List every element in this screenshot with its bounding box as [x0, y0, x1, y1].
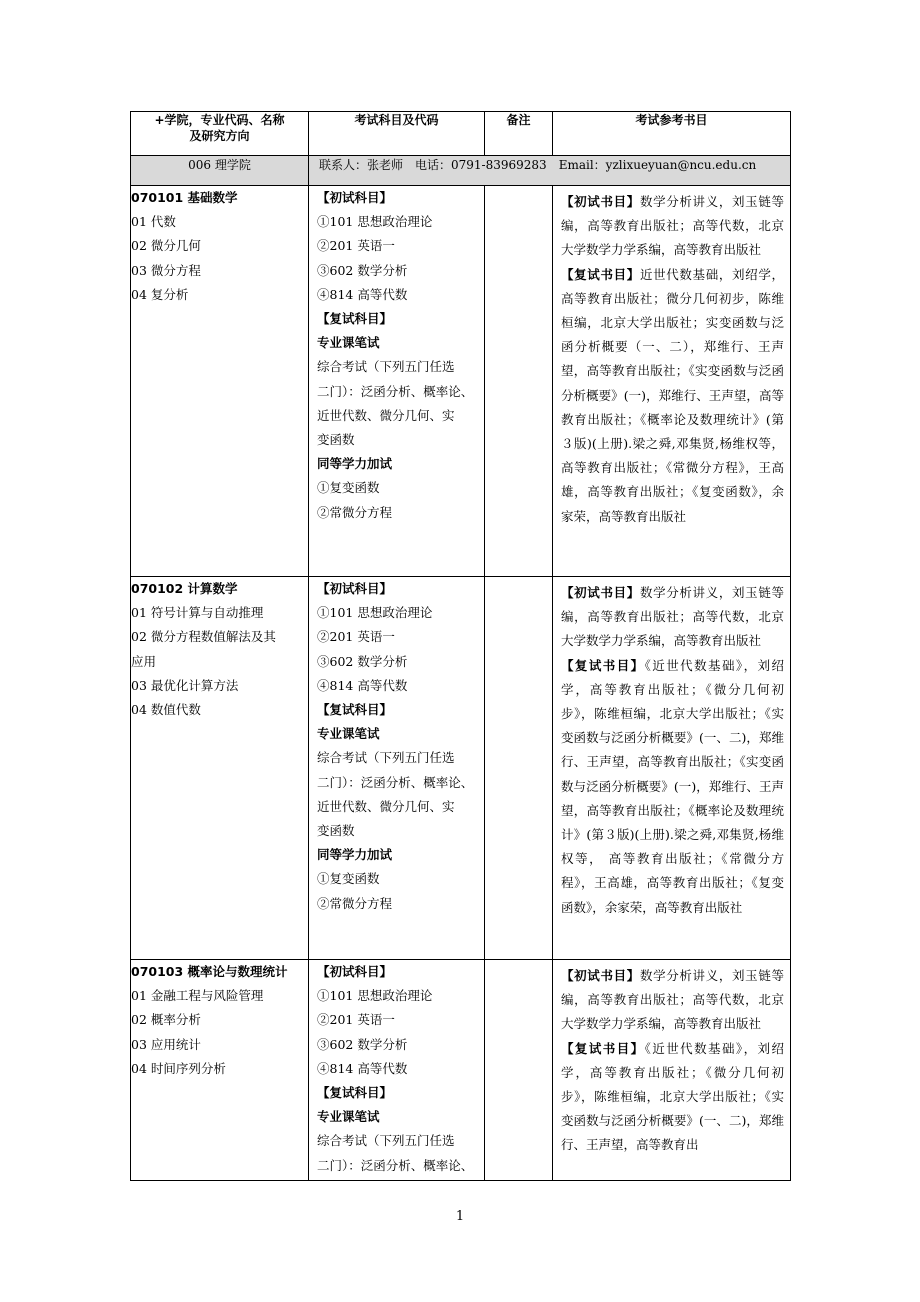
exam-section-heading: 【初试科目】 [317, 581, 393, 596]
exam-subject: 近世代数、微分几何、实 [317, 798, 455, 814]
research-direction: 04 复分析 [131, 286, 189, 302]
exam-section-heading: 【初试科目】 [317, 190, 393, 205]
header-college-major [131, 112, 309, 156]
book-list-text: 数学分析讲义，刘玉链等编，高等教育出版社；高等代数，北京大学数学力学系编，高等教育出版社 [561, 585, 784, 649]
books-cell [553, 960, 791, 1181]
college-contact-info [309, 156, 791, 186]
exam-subject: ②常微分方程 [317, 895, 393, 911]
table-row [131, 960, 791, 1181]
college-contact: 联系人：张老师 [319, 158, 404, 172]
major-title: 070101 基础数学 [131, 190, 238, 205]
book-section-label: 【复试书目】 [561, 1040, 645, 1056]
admissions-table [130, 111, 791, 1181]
header-col1-line2: 及研究方向 [189, 129, 250, 143]
exam-subject: ②201 英语一 [317, 629, 395, 645]
college-row [131, 156, 791, 186]
book-list-text: 《近世代数基础》，刘绍学，高等教育出版社；《微分几何初步》，陈维桓编，北京大学出版社；《实变函数与泛函分析概要》(一、二)，郑维行、王声望，高等教育出 [561, 1040, 784, 1153]
book-paragraph [561, 1037, 784, 1158]
research-direction: 01 代数 [131, 214, 176, 230]
book-section-label: 【初试书目】 [561, 585, 640, 600]
exam-section-heading: 【复试科目】 [317, 702, 393, 718]
research-direction: 04 数值代数 [131, 702, 201, 718]
exam-subject: ①101 思想政治理论 [317, 605, 433, 621]
books-cell [553, 186, 791, 577]
exam-subject: ③602 数学分析 [317, 262, 408, 278]
research-direction: 03 最优化计算方法 [131, 677, 239, 693]
exam-section-heading: 【复试科目】 [317, 311, 393, 327]
header-notes: 备注 [485, 112, 553, 156]
college-name: 006 理学院 [131, 156, 309, 186]
college-email: Email：yzlixueyuan@ncu.edu.cn [558, 158, 757, 172]
notes-cell [485, 577, 553, 960]
book-section-label: 【初试书目】 [561, 194, 640, 209]
book-section-label: 【复试书目】 [561, 266, 640, 282]
book-list-text: 近世代数基础，刘绍学，高等教育出版社；微分几何初步，陈维桓编，北京大学出版社；实变函数与泛函分析概要（一、二），郑维行、王声望，高等教育出版社；《实变函数与泛函分析概要》(一)，郑维行、王声望，高等教育出版社；《概率论及数理统计》(第３版)(上册).梁之舜,邓集贤,杨维权等，高等教育出版社；《常微分方程》，王高雄，高等教育出版社；《复变函数》，余家荣，高等教育出版社 [561, 266, 784, 524]
exam-section-heading: 同等学力加试 [317, 847, 393, 863]
book-list-text: 数学分析讲义，刘玉链等编，高等教育出版社；高等代数，北京大学数学力学系编，高等教育出版社 [561, 194, 784, 258]
book-list-text: 《近世代数基础》，刘绍学，高等教育出版社；《微分几何初步》，陈维桓编，北京大学出版社；《实变函数与泛函分析概要》(一、二)，郑维行、王声望，高等教育出版社；《实变函数与泛函分析概要》(一)，郑维行、王声望，高等教育出版社；《概率论及数理统计》(第３版)(上册).梁之舜,邓集贤,杨维权等， 高等教育出版社；《常微分方程》，王高雄，高等教育出版社；《复变函数》，余家荣，高等教育出版社 [561, 657, 784, 915]
table-row [131, 577, 791, 960]
page-number: 1 [455, 1209, 465, 1224]
major-cell [131, 186, 309, 577]
research-direction: 02 微分方程数值解法及其 [131, 629, 276, 645]
exam-cell [309, 186, 485, 577]
exam-section-heading: 专业课笔试 [317, 335, 380, 351]
exam-section-heading: 同等学力加试 [317, 456, 393, 472]
exam-subject: ②201 英语一 [317, 1012, 395, 1028]
research-direction: 02 微分几何 [131, 238, 201, 254]
exam-subject: 二门）：泛函分析、概率论、 [317, 383, 474, 399]
research-direction: 03 微分方程 [131, 262, 201, 278]
exam-subject: ①复变函数 [317, 480, 380, 496]
book-paragraph [561, 190, 784, 263]
book-paragraph [561, 581, 784, 654]
exam-subject: 综合考试（下列五门任选 [317, 750, 455, 766]
book-section-label: 【初试书目】 [561, 968, 640, 983]
exam-section-heading: 专业课笔试 [317, 726, 380, 742]
exam-subject: 变函数 [317, 823, 355, 839]
major-cell [131, 577, 309, 960]
exam-subject: 综合考试（下列五门任选 [317, 359, 455, 375]
table-row [131, 186, 791, 577]
research-direction: 02 概率分析 [131, 1012, 201, 1028]
major-title: 070102 计算数学 [131, 581, 238, 596]
major-cell [131, 960, 309, 1181]
exam-section-heading: 专业课笔试 [317, 1109, 380, 1125]
exam-subject: ②201 英语一 [317, 238, 395, 254]
book-paragraph [561, 964, 784, 1037]
exam-section-heading: 【初试科目】 [317, 964, 393, 979]
exam-section-heading: 【复试科目】 [317, 1085, 393, 1101]
exam-subject: ③602 数学分析 [317, 1036, 408, 1052]
exam-subject: 二门）：泛函分析、概率论、 [317, 1157, 474, 1173]
books-cell [553, 577, 791, 960]
exam-subject: ④814 高等代数 [317, 677, 408, 693]
notes-cell [485, 186, 553, 577]
research-direction: 01 金融工程与风险管理 [131, 988, 264, 1004]
book-section-label: 【复试书目】 [561, 657, 645, 673]
exam-subject: ③602 数学分析 [317, 653, 408, 669]
major-title: 070103 概率论与数理统计 [131, 964, 288, 979]
college-phone: 电话：0791-83969283 [415, 158, 547, 172]
notes-cell [485, 960, 553, 1181]
book-list-text: 数学分析讲义，刘玉链等编，高等教育出版社；高等代数，北京大学数学力学系编，高等教育出版社 [561, 968, 784, 1032]
research-direction: 应用 [131, 653, 157, 669]
exam-subject: ②常微分方程 [317, 504, 393, 520]
exam-subject: ①101 思想政治理论 [317, 988, 433, 1004]
header-exam-subjects: 考试科目及代码 [309, 112, 485, 156]
book-paragraph [561, 654, 784, 920]
exam-subject: ④814 高等代数 [317, 286, 408, 302]
exam-subject: 变函数 [317, 432, 355, 448]
exam-subject: 二门）：泛函分析、概率论、 [317, 774, 474, 790]
header-col1-line1: +学院，专业代码、名称 [154, 113, 285, 127]
research-direction: 03 应用统计 [131, 1036, 201, 1052]
exam-cell [309, 577, 485, 960]
exam-subject: ④814 高等代数 [317, 1060, 408, 1076]
exam-cell [309, 960, 485, 1181]
table-header-row [131, 112, 791, 156]
book-paragraph [561, 263, 784, 529]
header-reference-books: 考试参考书目 [553, 112, 791, 156]
exam-subject: ①复变函数 [317, 871, 380, 887]
exam-subject: 综合考试（下列五门任选 [317, 1133, 455, 1149]
research-direction: 01 符号计算与自动推理 [131, 605, 264, 621]
exam-subject: 近世代数、微分几何、实 [317, 407, 455, 423]
research-direction: 04 时间序列分析 [131, 1060, 226, 1076]
exam-subject: ①101 思想政治理论 [317, 214, 433, 230]
